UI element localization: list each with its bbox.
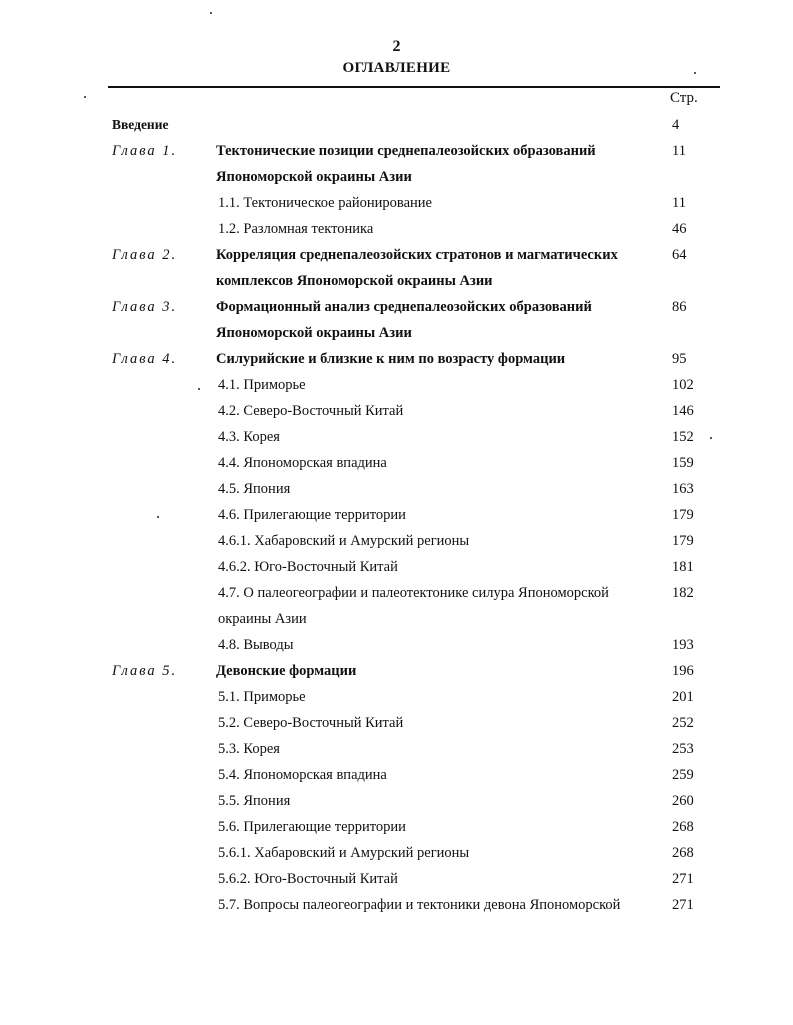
toc-row xyxy=(0,294,793,320)
toc-row xyxy=(0,268,793,294)
toc-text: окраины Азии xyxy=(218,611,307,627)
toc-page: 271 xyxy=(672,897,694,913)
toc-label: Глава 4. xyxy=(112,351,178,367)
toc-row xyxy=(0,814,793,840)
toc-text: 4.6.2. Юго-Восточный Китай xyxy=(218,559,398,575)
title-rule xyxy=(108,86,720,88)
toc-row xyxy=(0,632,793,658)
toc-row xyxy=(0,190,793,216)
toc-text: комплексов Япономорской окраины Азии xyxy=(216,273,493,289)
toc-text: 4.4. Япономорская впадина xyxy=(218,455,387,471)
toc-row xyxy=(0,346,793,372)
toc-page: 201 xyxy=(672,689,694,705)
toc-label: Глава 1. xyxy=(112,143,178,159)
toc-text: Тектонические позиции среднепалеозойских образований xyxy=(216,143,596,159)
toc-row xyxy=(0,580,793,606)
toc-page: 259 xyxy=(672,767,694,783)
toc-text: 5.5. Япония xyxy=(218,793,291,809)
toc-page: 163 xyxy=(672,481,694,497)
toc-row xyxy=(0,138,793,164)
toc-page: 253 xyxy=(672,741,694,757)
toc-page: 260 xyxy=(672,793,694,809)
toc-row xyxy=(0,112,793,138)
toc-text: 5.3. Корея xyxy=(218,741,280,757)
toc-row xyxy=(0,164,793,190)
toc-text: 5.6. Прилегающие территории xyxy=(218,819,406,835)
toc-row xyxy=(0,658,793,684)
toc-row xyxy=(0,450,793,476)
toc-label: Введение xyxy=(112,117,169,132)
toc-page: 146 xyxy=(672,403,694,419)
toc-row xyxy=(0,242,793,268)
toc-text: 4.3. Корея xyxy=(218,429,280,445)
toc-row xyxy=(0,840,793,866)
page-number: 2 xyxy=(392,38,401,55)
toc-text: Япономорской окраины Азии xyxy=(216,325,412,341)
toc-text: 4.6.1. Хабаровский и Амурский регионы xyxy=(218,533,470,549)
toc-text: 4.7. О палеогеографии и палеотектонике силура Япономорской xyxy=(218,585,609,601)
toc-row xyxy=(0,684,793,710)
toc-page: 102 xyxy=(672,377,694,393)
toc-text: 5.6.2. Юго-Восточный Китай xyxy=(218,871,398,887)
toc-page: 159 xyxy=(672,455,694,471)
toc-row xyxy=(0,502,793,528)
toc-row xyxy=(0,528,793,554)
toc-text: 5.6.1. Хабаровский и Амурский регионы xyxy=(218,845,470,861)
toc-text: Корреляция среднепалеозойских стратонов и магматических xyxy=(216,247,618,263)
scan-speck xyxy=(694,72,696,74)
toc-text: 5.1. Приморье xyxy=(218,689,306,705)
toc-row xyxy=(0,372,793,398)
scan-speck xyxy=(198,388,200,390)
toc-row xyxy=(0,476,793,502)
toc-row xyxy=(0,762,793,788)
toc-page: 11 xyxy=(672,143,686,159)
toc-row xyxy=(0,398,793,424)
toc-page: 268 xyxy=(672,819,694,835)
toc-row xyxy=(0,892,793,918)
toc-text: Силурийские и близкие к ним по возрасту формации xyxy=(216,351,566,367)
toc-page: 181 xyxy=(672,559,694,575)
toc-page: 193 xyxy=(672,637,694,653)
scan-speck xyxy=(84,96,86,98)
table-of-contents xyxy=(0,112,793,918)
toc-page: 46 xyxy=(672,221,687,237)
toc-page: 4 xyxy=(672,117,680,133)
toc-text: 4.2. Северо-Восточный Китай xyxy=(218,403,404,419)
scan-speck xyxy=(710,437,712,439)
toc-row xyxy=(0,216,793,242)
scan-speck xyxy=(157,516,159,518)
toc-row xyxy=(0,866,793,892)
toc-text: 5.7. Вопросы палеогеографии и тектоники девона Япономорской xyxy=(218,897,621,913)
toc-text: Девонские формации xyxy=(216,663,357,679)
toc-page: 182 xyxy=(672,585,694,601)
toc-label: Глава 2. xyxy=(112,247,178,263)
toc-row xyxy=(0,788,793,814)
toc-row xyxy=(0,424,793,450)
toc-page: 268 xyxy=(672,845,694,861)
page-title: ОГЛАВЛЕНИЕ xyxy=(342,60,451,76)
toc-text: 1.2. Разломная тектоника xyxy=(218,221,374,237)
toc-page: 95 xyxy=(672,351,687,367)
toc-text: 4.6. Прилегающие территории xyxy=(218,507,406,523)
toc-text: Формационный анализ среднепалеозойских образований xyxy=(216,299,592,315)
toc-text: 4.1. Приморье xyxy=(218,377,306,393)
page-column-header: Стр. xyxy=(670,90,698,106)
scan-speck xyxy=(210,12,212,14)
toc-page: 64 xyxy=(672,247,687,263)
toc-page: 252 xyxy=(672,715,694,731)
toc-row xyxy=(0,320,793,346)
toc-text: 4.8. Выводы xyxy=(218,637,294,653)
toc-text: 5.2. Северо-Восточный Китай xyxy=(218,715,404,731)
toc-page: 86 xyxy=(672,299,687,315)
toc-page: 179 xyxy=(672,507,694,523)
toc-label: Глава 5. xyxy=(112,663,178,679)
toc-row xyxy=(0,710,793,736)
toc-text: Япономорской окраины Азии xyxy=(216,169,412,185)
toc-text: 1.1. Тектоническое районирование xyxy=(218,195,432,211)
toc-row xyxy=(0,736,793,762)
toc-text: 5.4. Япономорская впадина xyxy=(218,767,387,783)
toc-label: Глава 3. xyxy=(112,299,178,315)
toc-page: 271 xyxy=(672,871,694,887)
toc-page: 11 xyxy=(672,195,686,211)
toc-page: 179 xyxy=(672,533,694,549)
toc-page: 152 xyxy=(672,429,694,445)
toc-row xyxy=(0,554,793,580)
toc-row xyxy=(0,606,793,632)
toc-text: 4.5. Япония xyxy=(218,481,291,497)
toc-page: 196 xyxy=(672,663,694,679)
